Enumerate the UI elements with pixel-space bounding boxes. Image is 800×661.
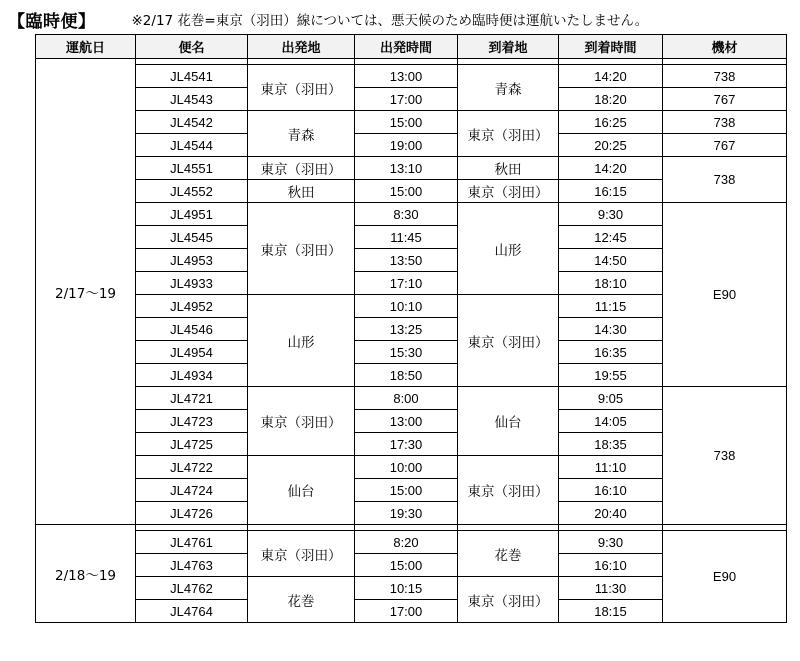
departure-time-cell: 18:50 — [355, 364, 458, 387]
flight-number-cell: JL4551 — [136, 157, 248, 180]
flight-number-cell: JL4954 — [136, 341, 248, 364]
aircraft-cell: E90 — [663, 203, 787, 387]
departure-time-cell: 15:00 — [355, 479, 458, 502]
flight-number-cell: JL4723 — [136, 410, 248, 433]
aircraft-cell: 767 — [663, 134, 787, 157]
table-row — [36, 157, 787, 180]
arrival-time-cell: 12:45 — [559, 226, 663, 249]
arrival-time-cell: 20:25 — [559, 134, 663, 157]
arrival-time-cell: 18:10 — [559, 272, 663, 295]
departure-time-cell: 15:00 — [355, 180, 458, 203]
departure-airport-cell: 東京（羽田） — [248, 65, 355, 111]
departure-time-cell: 10:00 — [355, 456, 458, 479]
arrival-time-cell: 18:15 — [559, 600, 663, 623]
flight-number-cell: JL4724 — [136, 479, 248, 502]
arrival-airport-cell: 東京（羽田） — [458, 111, 559, 157]
departure-time-cell: 19:30 — [355, 502, 458, 525]
table-row — [36, 88, 787, 111]
page-title: 【臨時便】 — [8, 11, 96, 32]
departure-time-cell: 15:00 — [355, 111, 458, 134]
arrival-time-cell: 16:15 — [559, 180, 663, 203]
arrival-time-cell: 14:05 — [559, 410, 663, 433]
flight-number-cell: JL4725 — [136, 433, 248, 456]
aircraft-cell: 738 — [663, 65, 787, 88]
column-header-date: 運航日 — [36, 35, 136, 59]
arrival-time-cell: 9:30 — [559, 531, 663, 554]
aircraft-cell: 738 — [663, 157, 787, 203]
departure-time-cell: 15:00 — [355, 554, 458, 577]
aircraft-cell: 738 — [663, 387, 787, 525]
flight-number-cell: JL4543 — [136, 88, 248, 111]
flight-number-cell: JL4726 — [136, 502, 248, 525]
arrival-airport-cell: 花巻 — [458, 531, 559, 577]
arrival-time-cell: 14:20 — [559, 157, 663, 180]
table-row — [36, 134, 787, 157]
arrival-airport-cell: 東京（羽田） — [458, 577, 559, 623]
flight-schedule-table — [35, 34, 787, 623]
flight-number-cell: JL4951 — [136, 203, 248, 226]
arrival-airport-cell: 山形 — [458, 203, 559, 295]
flight-number-cell: JL4764 — [136, 600, 248, 623]
departure-airport-cell: 東京（羽田） — [248, 203, 355, 295]
flight-number-cell: JL4761 — [136, 531, 248, 554]
departure-time-cell: 11:45 — [355, 226, 458, 249]
flight-number-cell: JL4552 — [136, 180, 248, 203]
arrival-time-cell: 11:10 — [559, 456, 663, 479]
arrival-time-cell: 18:20 — [559, 88, 663, 111]
table-row — [36, 65, 787, 88]
header — [8, 6, 648, 32]
cancellation-notice: ※2/17 花巻=東京（羽田）線については、悪天候のため臨時便は運航いたしません。 — [131, 13, 649, 29]
flight-number-cell: JL4541 — [136, 65, 248, 88]
arrival-time-cell: 14:20 — [559, 65, 663, 88]
flight-number-cell: JL4934 — [136, 364, 248, 387]
arrival-time-cell: 9:05 — [559, 387, 663, 410]
departure-time-cell: 13:00 — [355, 65, 458, 88]
operation-date-cell: 2/17〜19 — [36, 59, 136, 525]
table-row — [36, 203, 787, 226]
departure-time-cell: 10:10 — [355, 295, 458, 318]
arrival-time-cell: 14:50 — [559, 249, 663, 272]
departure-time-cell: 8:20 — [355, 531, 458, 554]
flight-number-cell: JL4762 — [136, 577, 248, 600]
arrival-time-cell: 16:25 — [559, 111, 663, 134]
column-header-flight: 便名 — [136, 35, 248, 59]
flight-number-cell: JL4722 — [136, 456, 248, 479]
flight-number-cell: JL4933 — [136, 272, 248, 295]
arrival-time-cell: 14:30 — [559, 318, 663, 341]
arrival-time-cell: 16:35 — [559, 341, 663, 364]
arrival-time-cell: 11:15 — [559, 295, 663, 318]
departure-airport-cell: 山形 — [248, 295, 355, 387]
operation-date-cell: 2/18〜19 — [36, 525, 136, 623]
departure-time-cell: 8:30 — [355, 203, 458, 226]
column-header-arrival-time: 到着時間 — [559, 35, 663, 59]
arrival-time-cell: 19:55 — [559, 364, 663, 387]
arrival-airport-cell: 仙台 — [458, 387, 559, 456]
column-header-destination: 到着地 — [458, 35, 559, 59]
departure-time-cell: 13:00 — [355, 410, 458, 433]
departure-time-cell: 8:00 — [355, 387, 458, 410]
aircraft-cell: E90 — [663, 531, 787, 623]
flight-number-cell: JL4952 — [136, 295, 248, 318]
table-row — [36, 111, 787, 134]
header-row — [36, 35, 787, 59]
arrival-time-cell: 9:30 — [559, 203, 663, 226]
arrival-time-cell: 16:10 — [559, 554, 663, 577]
flight-number-cell: JL4763 — [136, 554, 248, 577]
arrival-time-cell: 11:30 — [559, 577, 663, 600]
departure-time-cell: 15:30 — [355, 341, 458, 364]
table-row — [36, 531, 787, 554]
arrival-airport-cell: 青森 — [458, 65, 559, 111]
arrival-time-cell: 20:40 — [559, 502, 663, 525]
flight-number-cell: JL4953 — [136, 249, 248, 272]
departure-time-cell: 17:00 — [355, 600, 458, 623]
departure-airport-cell: 花巻 — [248, 577, 355, 623]
arrival-airport-cell: 東京（羽田） — [458, 456, 559, 525]
flight-number-cell: JL4545 — [136, 226, 248, 249]
arrival-time-cell: 16:10 — [559, 479, 663, 502]
departure-time-cell: 13:25 — [355, 318, 458, 341]
departure-airport-cell: 青森 — [248, 111, 355, 157]
column-header-origin: 出発地 — [248, 35, 355, 59]
arrival-airport-cell: 東京（羽田） — [458, 180, 559, 203]
departure-airport-cell: 東京（羽田） — [248, 387, 355, 456]
arrival-time-cell: 18:35 — [559, 433, 663, 456]
departure-airport-cell: 仙台 — [248, 456, 355, 525]
flight-number-cell: JL4544 — [136, 134, 248, 157]
departure-time-cell: 13:50 — [355, 249, 458, 272]
departure-time-cell: 19:00 — [355, 134, 458, 157]
departure-time-cell: 17:10 — [355, 272, 458, 295]
table-row — [36, 387, 787, 410]
flight-number-cell: JL4542 — [136, 111, 248, 134]
column-header-aircraft: 機材 — [663, 35, 787, 59]
arrival-airport-cell: 東京（羽田） — [458, 295, 559, 387]
departure-time-cell: 10:15 — [355, 577, 458, 600]
aircraft-cell: 767 — [663, 88, 787, 111]
arrival-airport-cell: 秋田 — [458, 157, 559, 180]
column-header-departure-time: 出発時間 — [355, 35, 458, 59]
departure-airport-cell: 東京（羽田） — [248, 157, 355, 180]
departure-airport-cell: 東京（羽田） — [248, 531, 355, 577]
flight-number-cell: JL4721 — [136, 387, 248, 410]
flight-number-cell: JL4546 — [136, 318, 248, 341]
departure-time-cell: 17:00 — [355, 88, 458, 111]
departure-airport-cell: 秋田 — [248, 180, 355, 203]
aircraft-cell: 738 — [663, 111, 787, 134]
departure-time-cell: 17:30 — [355, 433, 458, 456]
departure-time-cell: 13:10 — [355, 157, 458, 180]
